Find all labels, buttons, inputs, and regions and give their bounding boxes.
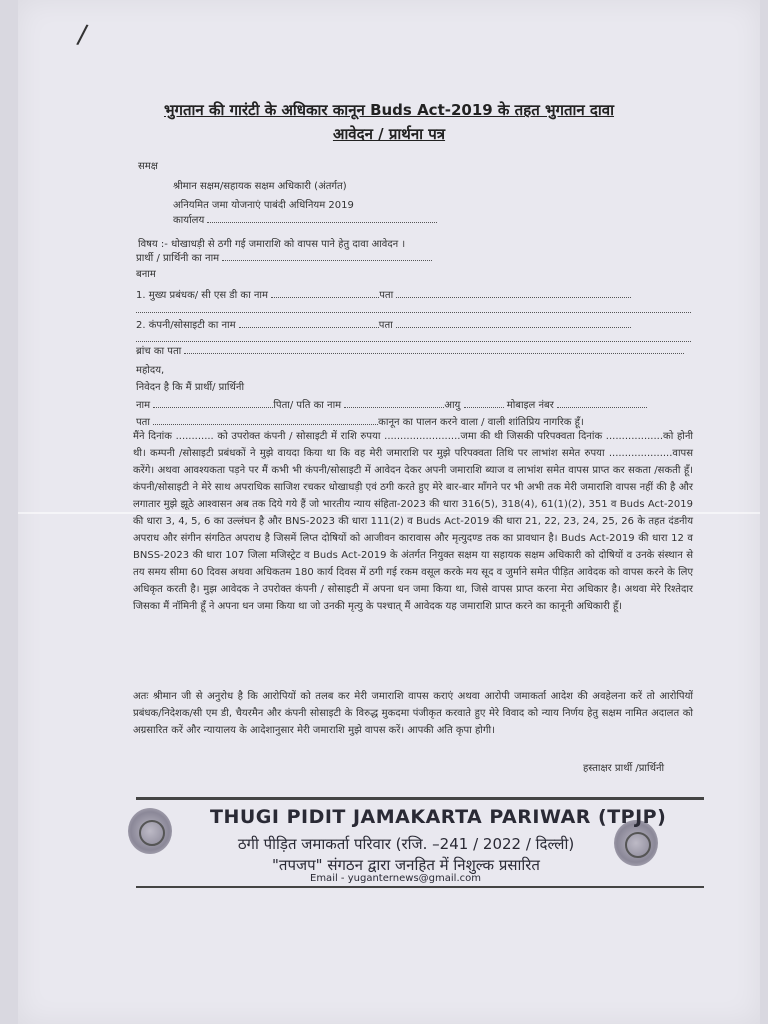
org-name: THUGI PIDIT JAMAKARTA PARIWAR (TPJP) — [210, 806, 667, 828]
signature-label: हस्ताक्षर प्रार्थी /प्रार्थिनी — [583, 763, 665, 774]
body-paragraph-1: मैंने दिनांक ............ को उपरोक्त कंपनी / सोसाइटी में राशि रुपया ........................जमा की थी जिसकी परिपक्वता दिनांक ..................को होनी थी। कम्पनी /सोसाइटी प्रबंधकों ने मुझे वायदा किया था कि वह मेरी जमाराशि पर मुझे परिपक्वता तिथि पर लाभांश समेत रुपया ....................वापस करेंगे। अथवा आवश्यकता पड़ने पर मैं कभी भी कंपनी/सोसाइटी में आवेदन देकर अपनी जमाराशि ब्याज व लाभांश समेत वापस प्राप्त कर सकता /सकती हूँ। कंपनी/सोसाइटी ने मेरे साथ अपराधिक साजिश रचकर धोखाधड़ी एवं ठगी करते हुए मेरे बार-बार माँगने पर भी अभी तक मेरी जमाराशि वापस नहीं की है और लगातार मुझे झूठे आश्वासन अब तक दिये गये हैं जो भारतीय न्याय संहिता-2023 की धारा 316(5), 318(4), 61(1)(2), 351 व Buds Act-2019 की धारा 3, 4, 5, 6 का उल्लंघन है और BNS-2023 की धारा 111(2) व Buds Act-2019 की धारा 21, 22, 23, 24, 25, 26 के तहत दंडनीय अपराध और संगीन संगठित अपराध है जिसमें लिप्त दोषियों को आजीवन कारावास और मृत्युदण्ड तक का प्रावधान है। Buds Act-2019 की धारा 12 व BNSS-2023 की धारा 107 जिला मजिस्ट्रेट व Buds Act-2019 के अंतर्गत नियुक्त सक्षम या सहायक सक्षम अधिकारी को दोषियों व उनके संस्थान से तय समय सीमा 60 दिवस अथवा अधिकतम 180 कार्य दिवस में ठगी गई रकम वसूल करके मय सूद व जुर्माने समेत पीड़ित आवेदक को वापस करने के लिए अधिकृत करती है। मुझ आवेदक ने उपरोक्त कंपनी / सोसाइटी में अपना धन जमा किया था, जिसे वापस प्राप्त करना मेरा अधिकार है। अथवा मेरे रिश्तेदार जिसका मैं नॉमिनी हूँ ने अपना धन जमा किया था जो उनकी मृत्यु के पश्चात् मैं आवेदक यह जमाराशि प्राप्त करने का कानूनी अधिकारी हूँ। — [133, 431, 693, 612]
footer-top-rule — [136, 797, 704, 800]
continuation-line — [136, 303, 691, 316]
respondent-1-field: 1. मुख्य प्रबंधक/ सी एस डी का नाम पता — [136, 287, 631, 301]
versus-label: बनाम — [136, 269, 156, 280]
address-resident-field: पता कानून का पालन करने वाला / वाली शांतिप्रिय नागरिक हूँ। — [136, 417, 584, 428]
office-label: कार्यालय — [173, 212, 437, 226]
applicant-name-field: प्रार्थी / प्रार्थिनी का नाम — [136, 250, 432, 264]
addressee-line-2: अनियमित जमा योजनाएं पाबंदी अधिनियम 2019 — [173, 200, 354, 211]
salutation: महोदय, — [136, 365, 165, 376]
addressee-line-1: श्रीमान सक्षम/सहायक सक्षम अधिकारी (अंतर्गत) — [173, 181, 347, 192]
org-emblem-icon — [128, 808, 172, 854]
org-email: Email - yuganternews@gmail.com — [310, 873, 481, 884]
document-subtitle: आवेदन / प्रार्थना पत्र — [332, 125, 446, 143]
document-page — [18, 0, 760, 1024]
subject-line: विषय :- धोखाधड़ी से ठगी गई जमाराशि को वापस पाने हेतु दावा आवेदन । — [138, 239, 406, 250]
footer-bottom-rule — [136, 886, 704, 888]
request-line: निवेदन है कि मैं प्रार्थी/ प्रार्थिनी — [136, 382, 245, 393]
branch-address-field: ब्रांच का पता — [136, 343, 684, 357]
pen-mark: / — [75, 19, 90, 51]
body-paragraph-2: अतः श्रीमान जी से अनुरोध है कि आरोपियों को तलब कर मेरी जमाराशि वापस कराएं अथवा आरोपी जमाकर्ता आदेश की अवहेलना करें तो आरोपियों प्रबंधक/निदेशक/सी एम डी, चैयरमैन और कंपनी सोसाइटी के विरुद्ध मुकदमा पंजीकृत करवाते हुए मेरे विवाद को न्याय निर्णय हेतु सक्षम नामित अदालत को अग्रसारित करें और न्यायालय के आदेशानुसार मेरी जमाराशि मुझे वापस करें। आपकी अति कृपा होगी। — [133, 691, 693, 736]
org-hindi-name: ठगी पीड़ित जमाकर्ता परिवार (रजि. –241 / 2022 / दिल्ली) — [237, 835, 575, 853]
document-title: भुगतान की गारंटी के अधिकार कानून Buds Act-2019 के तहत भुगतान दावा — [163, 101, 615, 119]
org-tagline: "तपजप" संगठन द्वारा जनहित में निशुल्क प्रसारित — [272, 856, 540, 874]
samaksh-label: समक्ष — [138, 161, 158, 172]
name-father-age-mobile-field: नाम पिता/ पति का नाम आयु मोबाइल नंबर — [136, 397, 647, 411]
respondent-2-field: 2. कंपनी/सोसाइटी का नाम पता — [136, 317, 631, 331]
